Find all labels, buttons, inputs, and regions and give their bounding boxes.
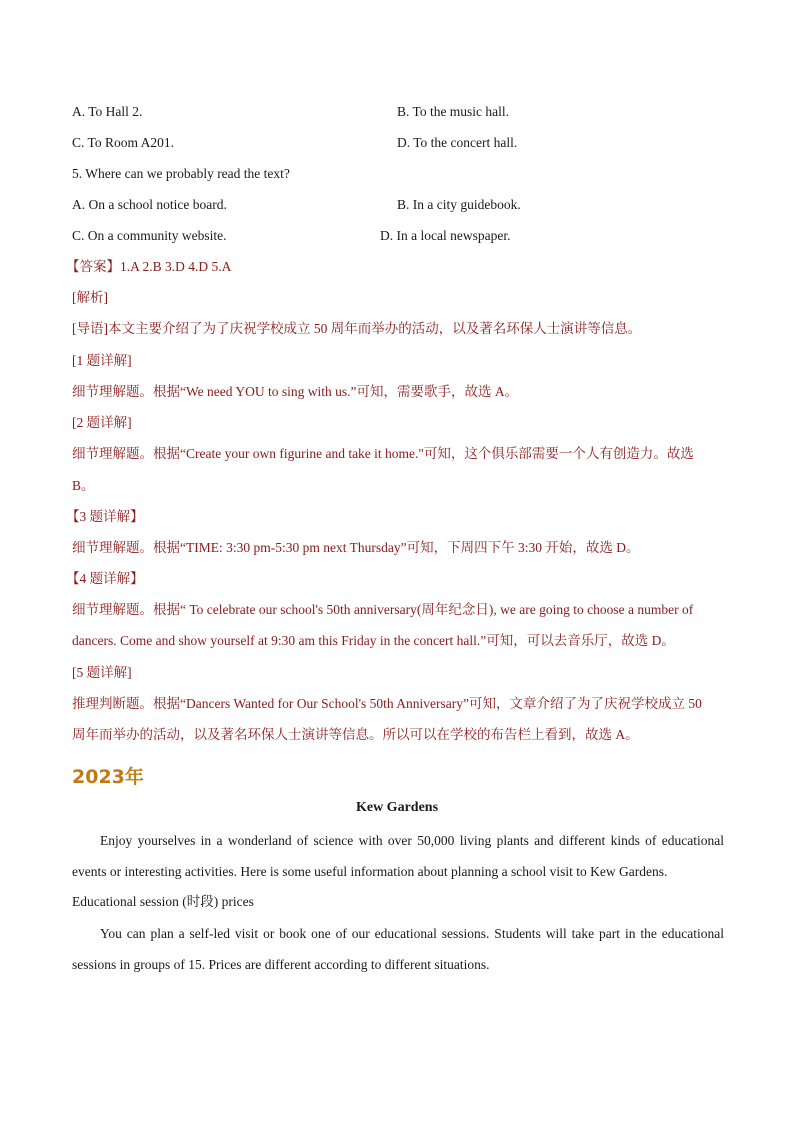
passage-paragraph-1: Enjoy yourselves in a wonderland of science with over 50,000 living plants and different kinds of educational events or interesting activities. Here is some useful information about planning a school visit to Kew Gardens. (72, 833, 724, 879)
q4-option-d: D. To the concert hall. (397, 135, 518, 150)
detail-4-label: 【4 题详解】 (66, 571, 144, 586)
analysis-intro: [导语]本文主要介绍了为了庆祝学校成立 50 周年而举办的活动，以及著名环保人士演讲等信息。 (72, 321, 642, 336)
detail-1-text: 细节理解题。根据“We need YOU to sing with us.”可知，需要歌手，故选 A。 (72, 384, 519, 399)
section-year-heading: 2023年 (72, 766, 144, 788)
passage-paragraph-2: You can plan a self-led visit or book one of our educational sessions. Students will take part in the educational sessions in groups of 15. Prices are different according to different situations. (72, 926, 724, 972)
detail-5-text: 推理判断题。根据“Dancers Wanted for Our School's 50th Anniversary”可知，文章介绍了为了庆祝学校成立 50 (72, 696, 702, 711)
q5-option-c: C. On a community website. (72, 228, 227, 243)
q5-option-d: D. In a local newspaper. (380, 228, 511, 243)
detail-1-label: [1 题详解] (72, 353, 132, 368)
analysis-label: [解析] (72, 290, 108, 305)
q4-option-b: B. To the music hall. (397, 104, 510, 119)
detail-3-label: 【3 题详解】 (66, 509, 144, 524)
detail-3-text: 细节理解题。根据“TIME: 3:30 pm-5:30 pm next Thursday”可知，下周四下午 3:30 开始，故选 D。 (72, 540, 640, 555)
detail-5-label: [5 题详解] (72, 665, 132, 680)
q4-option-c: C. To Room A201. (72, 135, 174, 150)
detail-4-text: 细节理解题。根据“ To celebrate our school's 50th anniversary(周年纪念日), we are going to choose a number of (72, 602, 694, 617)
answer-key: 【答案】1.A 2.B 3.D 4.D 5.A (66, 259, 232, 274)
detail-4-text-cont: dancers. Come and show yourself at 9:30 am this Friday in the concert hall.”可知，可以去音乐厅，故选 D。 (72, 633, 675, 648)
q5-option-b: B. In a city guidebook. (397, 197, 521, 212)
detail-2-text-cont: B。 (72, 478, 95, 493)
q5-stem: 5. Where can we probably read the text? (72, 166, 290, 181)
q5-option-a: A. On a school notice board. (72, 197, 227, 212)
passage-subheading: Educational session (时段) prices (72, 894, 254, 909)
q4-option-a: A. To Hall 2. (72, 104, 143, 119)
detail-2-label: [2 题详解] (72, 415, 132, 430)
detail-5-text-cont: 周年而举办的活动，以及著名环保人士演讲等信息。所以可以在学校的布告栏上看到，故选 A。 (72, 727, 639, 742)
detail-2-text: 细节理解题。根据“Create your own figurine and take it home."可知，这个俱乐部需要一个人有创造力。故选 (72, 446, 694, 461)
passage-title: Kew Gardens (355, 800, 439, 815)
